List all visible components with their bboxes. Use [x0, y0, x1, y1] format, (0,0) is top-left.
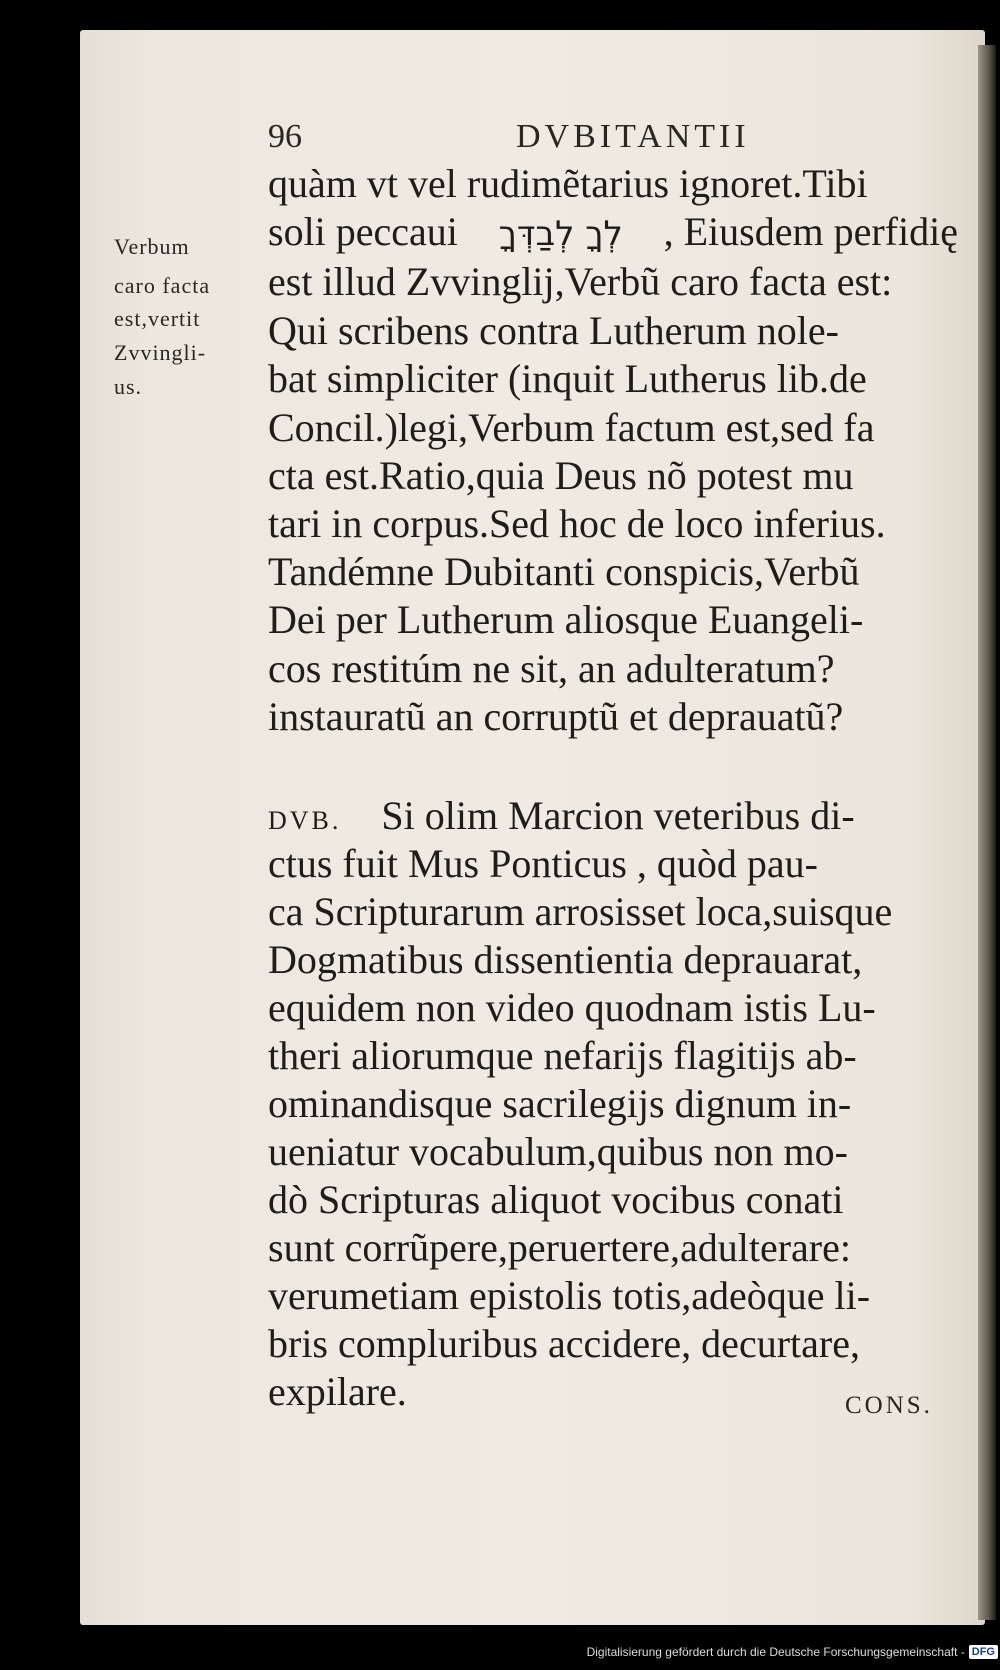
digitization-footer [587, 1642, 998, 1662]
running-head: DVBITANTII [516, 118, 750, 155]
text-line: soli peccaui לְךָ לְבַדְּךָ , Eiusdem perfidię [268, 206, 958, 258]
page-number: 96 [268, 118, 302, 155]
text-line: Dogmatibus dissentientia deprauarat, [268, 937, 863, 982]
text-line: ctus fuit Mus Ponticus , quòd pau- [268, 841, 818, 886]
text-line: DVB. Si olim Marcion veteribus di- [268, 790, 958, 842]
text-line: bris compluribus accidere, decurtare, [268, 1321, 860, 1366]
hebrew-quotation: לְךָ לְבַדְּךָ [498, 214, 623, 254]
footer-text: Digitalisierung gefördert durch die Deutsche Forschungsgemeinschaft - [586, 1645, 965, 1659]
text-line: tari in corpus.Sed hoc de loco inferius. [268, 501, 886, 546]
speaker-label: DVB. [268, 806, 342, 835]
text-line: dò Scripturas aliquot vocibus conati [268, 1177, 844, 1222]
text-line: verumetiam epistolis totis,adeòque li- [268, 1273, 871, 1318]
text-line: sunt corrũpere,peruertere,adulterare: [268, 1225, 851, 1270]
marginal-note-line: est,vertit [114, 306, 201, 331]
text-line: est illud Zvvinglij,Verbũ caro facta est: [268, 259, 893, 304]
text-line: Tandémne Dubitanti conspicis,Verbũ [268, 549, 860, 594]
text-line: ueniatur vocabulum,quibus non mo- [268, 1129, 848, 1174]
text-line: expilare. [268, 1369, 407, 1414]
dfg-logo: DFG [969, 1645, 998, 1659]
marginal-note-line: caro facta [114, 273, 211, 298]
text-line: Dei per Lutherum aliosque Euangeli- [268, 597, 864, 642]
text-line: quàm vt vel rudimẽtarius ignoret.Tibi [268, 161, 868, 206]
text-line: ominandisque sacrilegijs dignum in- [268, 1081, 852, 1126]
page-edge-shadow [978, 45, 996, 1620]
catchword: CONS. [845, 1392, 933, 1419]
text-line: theri aliorumque nefarijs flagitijs ab- [268, 1033, 857, 1078]
text-line: ca Scripturarum arrosisset loca,suisque [268, 889, 893, 934]
text-line: instauratũ an corruptũ et deprauatũ? [268, 694, 844, 739]
text-line: bat simpliciter (inquit Lutherus lib.de [268, 356, 867, 401]
text-line: Qui scribens contra Lutherum nole- [268, 308, 839, 353]
marginal-note-line: us. [114, 374, 143, 399]
text-line: Concil.)legi,Verbum factum est,sed fa [268, 405, 875, 450]
marginal-note-line: Verbum [114, 234, 190, 259]
marginal-note-line: Zvvingli- [114, 340, 207, 365]
text-line: equidem non video quodnam istis Lu- [268, 985, 876, 1030]
text-line: cta est.Ratio,quia Deus nõ potest mu [268, 453, 854, 498]
text-line: cos restitúm ne sit, an adulteratum? [268, 646, 835, 691]
